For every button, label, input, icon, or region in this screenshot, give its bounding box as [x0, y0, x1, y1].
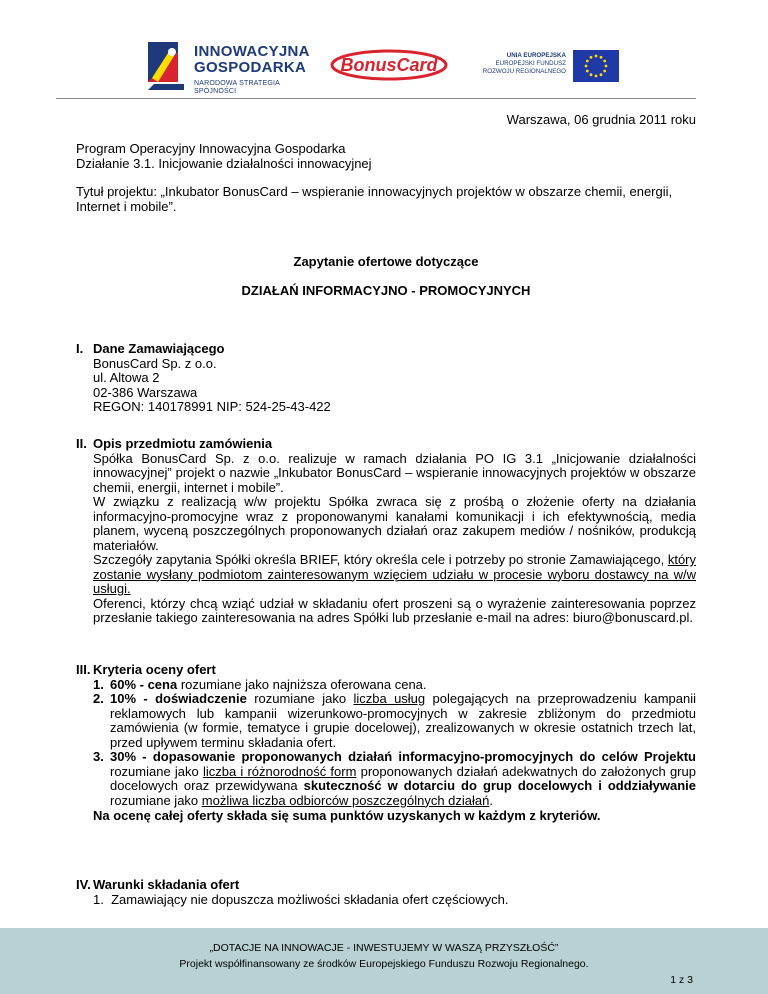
program-info [76, 142, 696, 171]
page-footer [0, 928, 768, 994]
criterion-underlined: liczba i różnorodność form [202, 763, 357, 779]
criteria-summary: Na ocenę całej oferty składa się suma punktów uzyskanych w każdym z kryteriów. [93, 808, 601, 823]
company-ids: REGON: 140178991 NIP: 524-25-43-422 [93, 399, 331, 414]
criterion-fit [93, 750, 696, 808]
ig-logo-mark-icon [148, 42, 186, 90]
bonuscard-logo-text: BonusCard [340, 55, 438, 75]
document-date: Warszawa, 06 grudnia 2011 roku [506, 112, 696, 127]
criterion-description: polegających na przeprowadzeniu kampanii reklamowych lub kampanii wizerunkowo-promocyjnych w zakresie zbliżonym do przedmiotu zamówienia (w formie, tematyce i grupie docelowej), zrealizowanych w okresie ostatnich trzech lat, przed upływem terminu składania ofert. [110, 691, 696, 750]
brief-text: Szczegóły zapytania Spółki określa BRIEF, który określa cele i potrzeby po stronie Zamawiającego, [93, 552, 668, 567]
eu-logo [480, 50, 620, 82]
section-title: Opis przedmiotu zamówienia [93, 436, 273, 451]
subject-paragraph-1: Spółka BonusCard Sp. z o.o. realizuje w ramach działania PO IG 3.1 „Inicjowanie działalności innowacyjnej” projekt o nazwie „Inkubator BonusCard – wspieranie innowacyjnych projektów w obszarze chemii, energii, internet i mobile”. [93, 450, 696, 495]
criterion-underlined: możliwa liczba odbiorców poszczególnych działań [201, 792, 490, 808]
letterhead [0, 0, 768, 98]
criterion-price [93, 678, 696, 693]
subject-paragraph-3 [93, 553, 696, 597]
document-heading [76, 255, 696, 299]
eu-logo-text [480, 52, 566, 76]
ig-logo-line3: NARODOWA STRATEGIA SPÓJNOŚCI [194, 80, 280, 95]
eu-logo-line3: ROZWOJU REGIONALNEGO [482, 68, 566, 75]
criterion-text: . [489, 792, 493, 808]
condition-item-1: 1. Zamawiający nie dopuszcza możliwości składania ofert częściowych. [93, 891, 509, 907]
section-number: I. [76, 341, 84, 356]
bonuscard-logo [330, 48, 448, 82]
company-street: ul. Altowa 2 [93, 370, 160, 385]
section-title: Warunki składania ofert [93, 877, 240, 892]
criterion-underlined: liczba usług [353, 691, 426, 706]
criterion-weight: 10% - doświadczenie [110, 691, 247, 706]
footer-cofinancing: Projekt współfinansowany ze środków Europejskiego Funduszu Rozwoju Regionalnego. [179, 958, 589, 970]
criterion-experience [93, 692, 696, 750]
section-title: Dane Zamawiającego [93, 341, 225, 356]
project-title: Tytuł projektu: „Inkubator BonusCard – wspieranie innowacyjnych projektów w obszarze chemii, energii, Internet i mobile”. [76, 184, 673, 214]
criterion-number: 1. [93, 676, 104, 692]
section-number: III. [76, 662, 91, 677]
company-city: 02-386 Warszawa [93, 384, 198, 400]
subject-paragraph-2: W związku z realizacją w/w projektu Spółka zwraca się z prośbą o złożenie oferty na działania informacyjno-promocyjne wraz z proponowanymi kanałami komunikacji i ich efektywnością, media planem, wyceną poszczególnych proponowanych działań oraz zakupem mediów / nośników, produkcją materiałów. [93, 494, 696, 553]
section-title: Kryteria oceny ofert [93, 662, 216, 677]
eu-logo-line2: EUROPEJSKI FUNDUSZ [495, 60, 566, 67]
brief-underlined-text: który zostanie wysłany podmiotom zainteresowanym wzięciem udziału w procesie wyboru dostawcy na w/w usługi. [93, 552, 696, 596]
section-number: II. [76, 436, 87, 451]
criterion-description: rozumiane jako najniższa oferowana cena. [177, 676, 427, 692]
heading-line2: DZIAŁAŃ INFORMACYJNO - PROMOCYJNYCH [241, 283, 531, 298]
criterion-number: 3. [93, 749, 104, 764]
criterion-number: 2. [93, 691, 104, 706]
criterion-text: rozumiane jako [110, 792, 202, 808]
criterion-text: rozumiane jako [110, 763, 203, 779]
ig-logo-line1: INNOWACYJNA [194, 43, 310, 60]
innowacyjna-gospodarka-logo [148, 40, 318, 96]
eu-flag-icon [573, 50, 619, 82]
criterion-bold: skuteczność w dotarciu do grup docelowych i oddziaływanie [303, 778, 696, 793]
criterion-text: rozumiane jako [246, 691, 354, 706]
footer-slogan: „DOTACJE NA INNOWACJE - INWESTUJEMY W WASZĄ PRZYSZŁOŚĆ” [209, 942, 559, 954]
criterion-text: proponowanych działań adekwatnych do założonych grup docelowych oraz przewidywana [110, 763, 696, 793]
eu-logo-line1: UNIA EUROPEJSKA [506, 52, 566, 59]
criteria-list [93, 678, 696, 809]
program-name: Program Operacyjny Innowacyjna Gospodarka [76, 141, 346, 156]
criterion-weight: 60% - cena [110, 676, 178, 692]
subject-paragraph-4: Oferenci, którzy chcą wziąć udział w składaniu ofert proszeni są o wyrażenie zainteresowania poprzez przesłanie takiego zainteresowania na adres Spółki lub przesłanie e-mail na adres: biuro@bonuscard.pl. [93, 595, 696, 625]
program-action: Działanie 3.1. Inicjowanie działalności innowacyjnej [76, 155, 372, 171]
company-name: BonusCard Sp. z o.o. [93, 355, 217, 371]
section-number: IV. [76, 877, 91, 892]
heading-line1: Zapytanie ofertowe dotyczące [293, 254, 479, 269]
ig-logo-line2: GOSPODARKA [194, 59, 307, 76]
criterion-weight: 30% - dopasowanie proponowanych działań informacyjno-promocyjnych do celów Projektu [110, 749, 696, 764]
page-number: 1 z 3 [670, 974, 693, 986]
header-divider [56, 98, 696, 99]
